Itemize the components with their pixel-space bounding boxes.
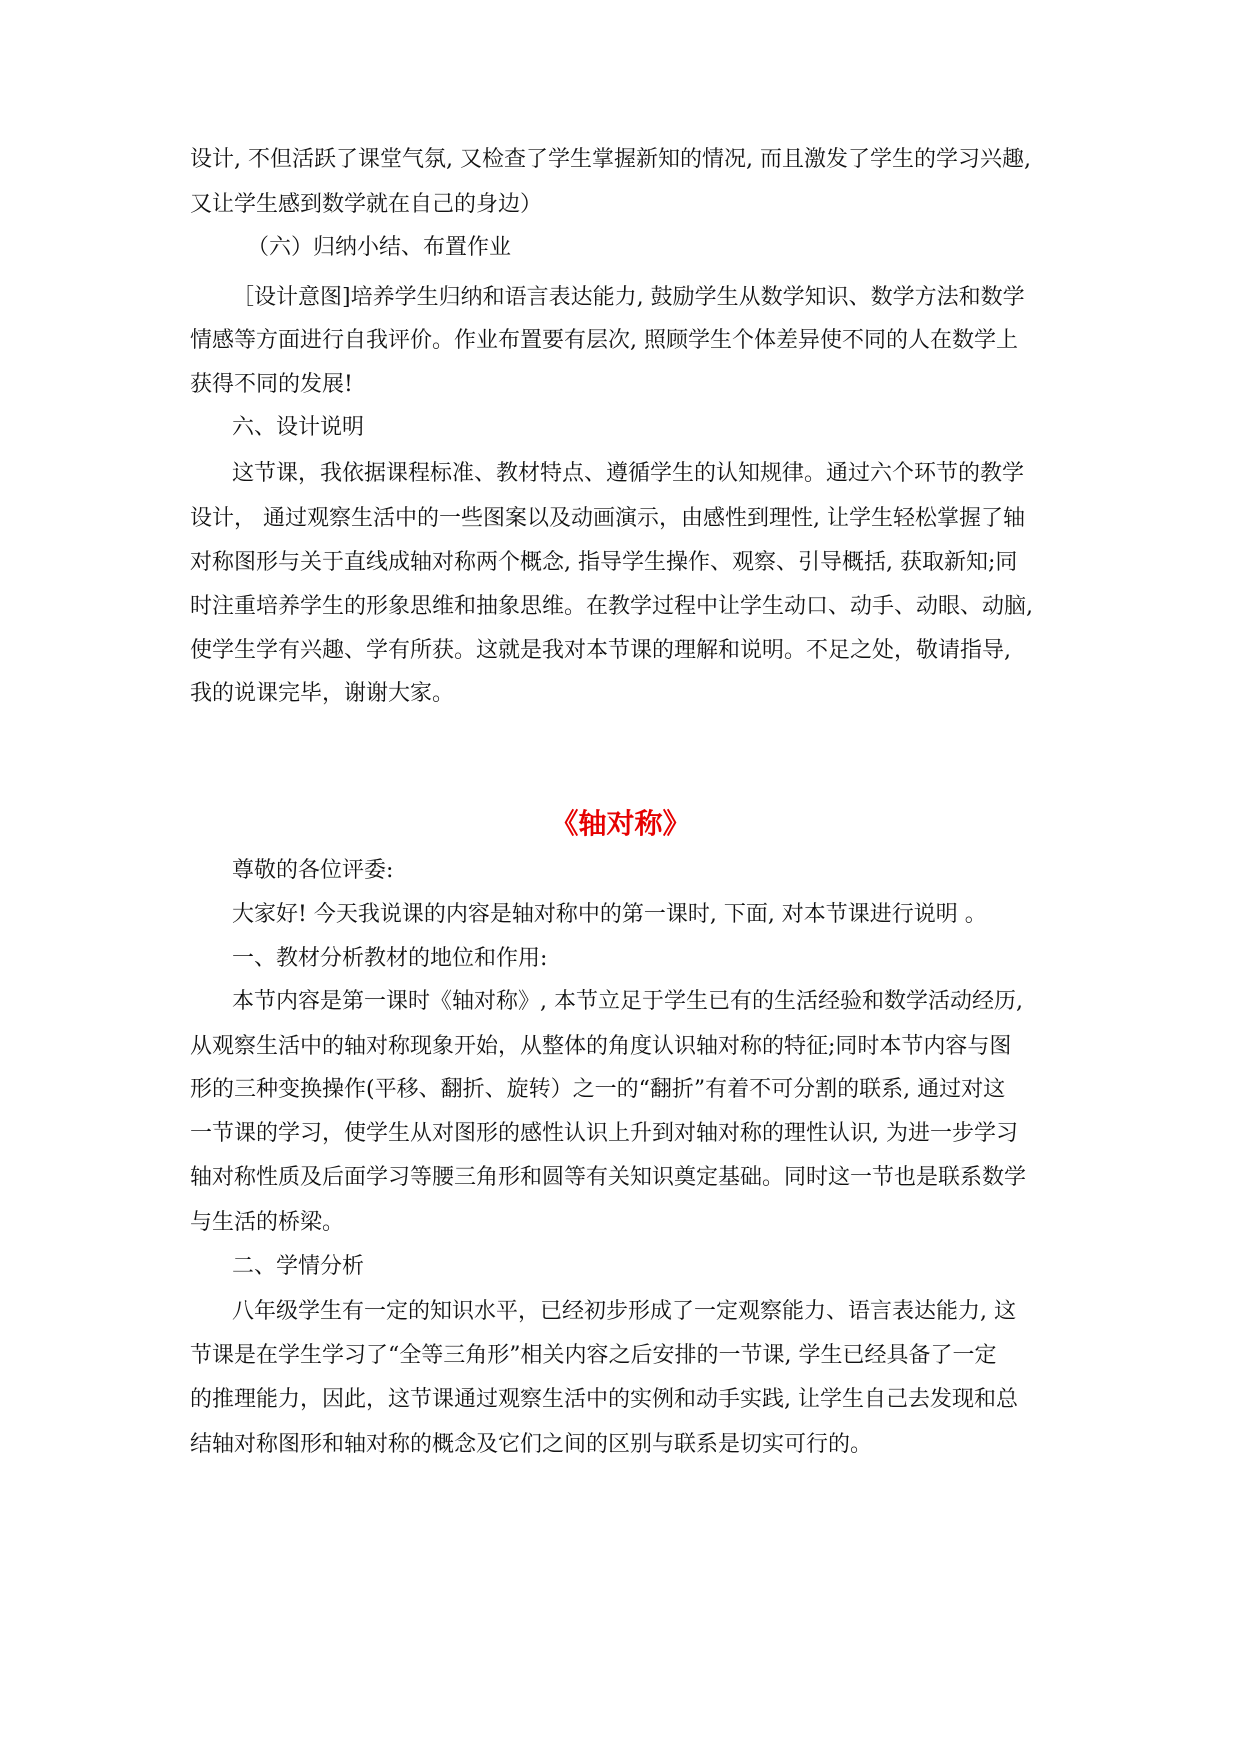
- paragraph-line: 情感等方面进行自我评价。作业布置要有层次, 照顾学生个体差异使不同的人在数学上: [190, 328, 1018, 353]
- paragraph-line: 设计， 通过观察生活中的一些图案以及动画演示，由感性到理性, 让学生轻松掌握了轴: [190, 506, 1025, 531]
- paragraph-line: 八年级学生有一定的知识水平，已经初步形成了一定观察能力、语言表达能力, 这: [232, 1299, 1016, 1324]
- section-heading: 六、设计说明: [232, 415, 365, 440]
- paragraph-line: ［设计意图]培养学生归纳和语言表达能力, 鼓励学生从数学知识、数学方法和数学: [232, 285, 1025, 310]
- paragraph-line: 尊敬的各位评委:: [232, 858, 394, 883]
- paragraph-line: 时注重培养学生的形象思维和抽象思维。在教学过程中让学生动口、动手、动眼、动脑,: [190, 594, 1033, 619]
- paragraph-line: 使学生学有兴趣、学有所获。这就是我对本节课的理解和说明。不足之处，敬请指导,: [190, 638, 1011, 663]
- paragraph-line: 形的三种变换操作(平移、翻折、旋转）之一的“翻折”有着不可分割的联系, 通过对这: [190, 1077, 1006, 1102]
- section-heading: 一、教材分析教材的地位和作用:: [232, 946, 548, 971]
- paragraph-line: 设计, 不但活跃了课堂气氛, 又检查了学生掌握新知的情况, 而且激发了学生的学习兴趣,: [190, 147, 1031, 172]
- paragraph-line: 本节内容是第一课时《轴对称》, 本节立足于学生已有的生活经验和数学活动经历,: [232, 989, 1023, 1014]
- paragraph-line: 一节课的学习，使学生从对图形的感性认识上升到对轴对称的理性认识, 为进一步学习: [190, 1121, 1018, 1146]
- paragraph-line: 的推理能力，因此，这节课通过观察生活中的实例和动手实践, 让学生自己去发现和总: [190, 1387, 1018, 1412]
- paragraph-line: 结轴对称图形和轴对称的概念及它们之间的区别与联系是切实可行的。: [190, 1432, 873, 1457]
- section-heading: （六）归纳小结、布置作业: [247, 235, 512, 260]
- paragraph-line: 大家好! 今天我说课的内容是轴对称中的第一课时, 下面, 对本节课进行说明 。: [232, 902, 987, 927]
- paragraph-line: 节课是在学生学习了“全等三角形”相关内容之后安排的一节课, 学生已经具备了一定: [190, 1343, 997, 1368]
- paragraph-line: 这节课，我依据课程标准、教材特点、遵循学生的认知规律。通过六个环节的教学: [232, 461, 1025, 486]
- paragraph-line: 又让学生感到数学就在自己的身边）: [190, 192, 543, 217]
- document-title: 《轴对称》: [550, 807, 691, 840]
- paragraph-line: 与生活的桥梁。: [190, 1210, 345, 1235]
- paragraph-line: 获得不同的发展!: [190, 372, 353, 397]
- paragraph-line: 从观察生活中的轴对称现象开始，从整体的角度认识轴对称的特征;同时本节内容与图: [190, 1034, 1012, 1059]
- section-heading: 二、学情分析: [232, 1254, 365, 1279]
- paragraph-line: 我的说课完毕，谢谢大家。: [190, 681, 455, 706]
- paragraph-line: 轴对称性质及后面学习等腰三角形和圆等有关知识奠定基础。同时这一节也是联系数学: [190, 1165, 1027, 1190]
- paragraph-line: 对称图形与关于直线成轴对称两个概念, 指导学生操作、观察、引导概括, 获取新知;同: [190, 550, 1018, 575]
